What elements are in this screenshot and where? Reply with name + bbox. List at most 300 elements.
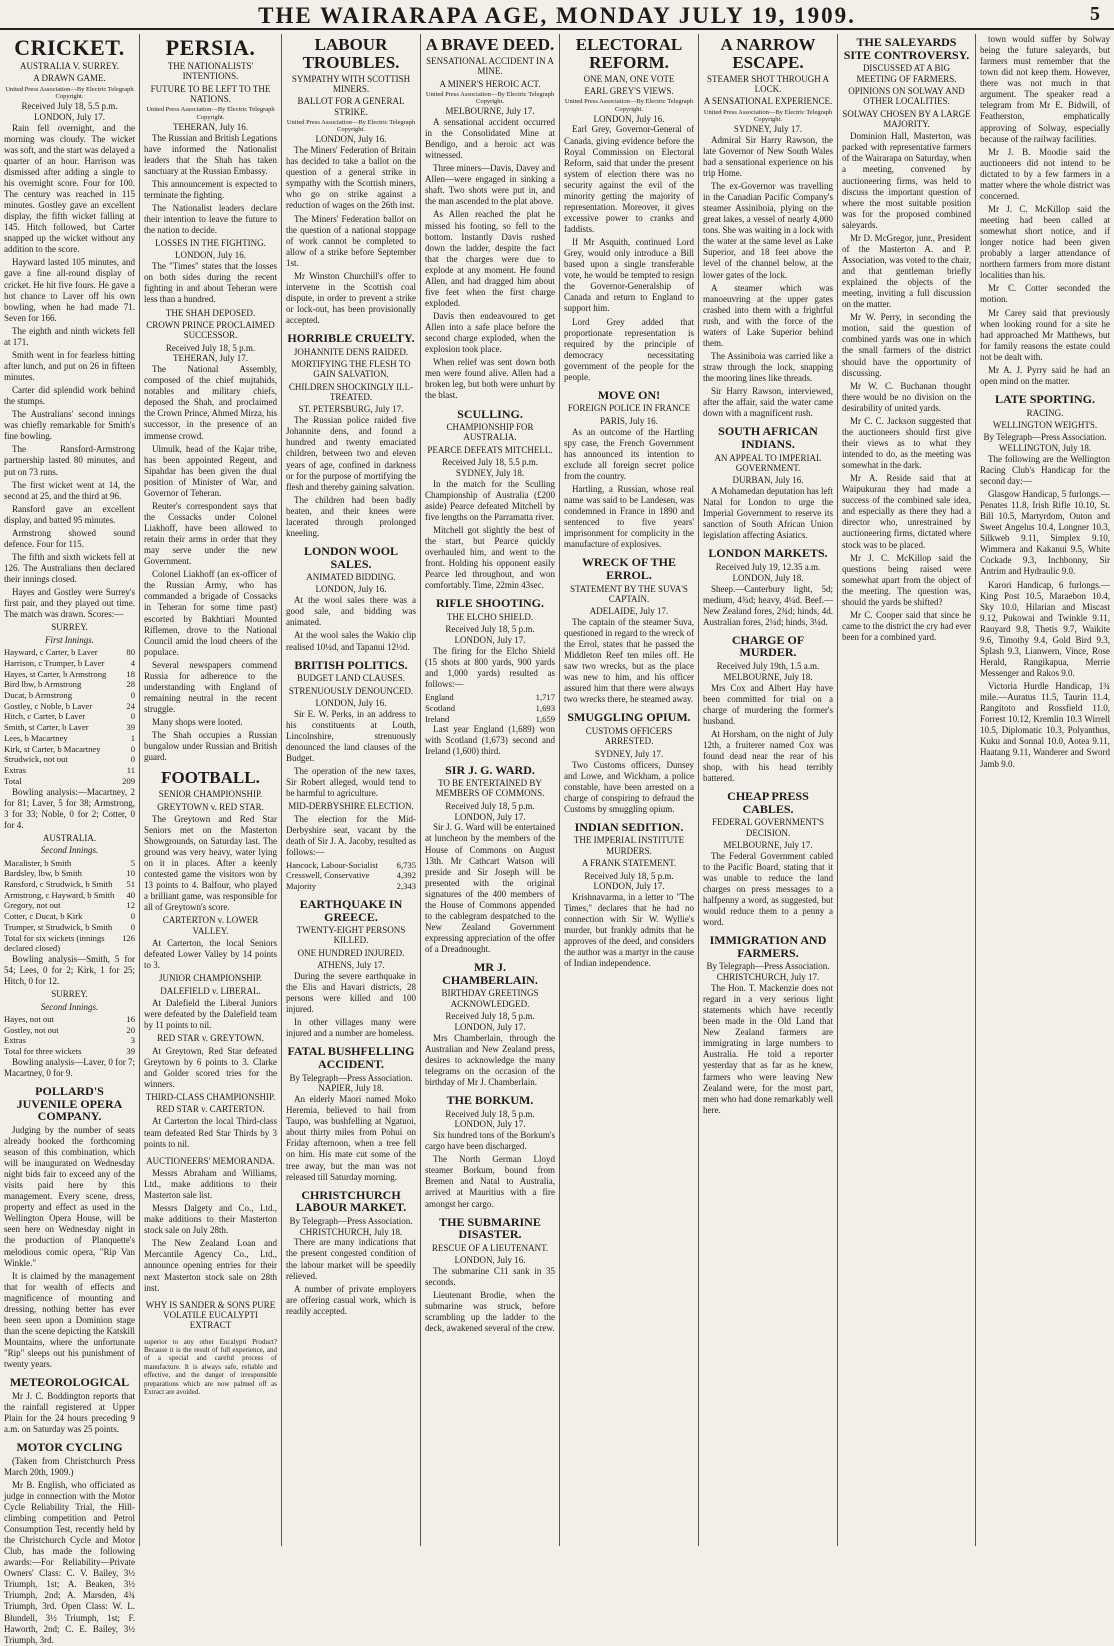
- row-value: 6,735: [396, 859, 416, 870]
- column-7: [838, 34, 976, 1546]
- row-value: 0: [130, 754, 135, 765]
- row-value: 0: [130, 689, 135, 700]
- paragraph: Mrs Cox and Albert Hay have been committed for trial on a charge of murdering the former's husband.: [703, 682, 833, 726]
- headline: A NARROW ESCAPE.: [720, 35, 816, 72]
- headline: CHRISTCHURCH LABOUR MARKET.: [295, 1187, 407, 1215]
- article-cruelty: [286, 332, 416, 539]
- match-heading: RED STAR v. GREYTOWN.: [157, 1033, 264, 1044]
- majority-value: 2,343: [396, 881, 416, 892]
- row-label: Scotland: [425, 702, 456, 713]
- election-results: [286, 860, 416, 881]
- paragraph: The Assiniboia was carried like a straw through the lock, snapping the mooring lines like threads.: [703, 350, 833, 384]
- headline: WRECK OF THE ERROL.: [581, 555, 676, 582]
- bowling-analysis: Bowling analysis:—Macartney, 2 for 81; Laver, 5 for 38; Armstrong, 3 for 33; Noble, 0 for 2; Cotter, 0 for 4.: [4, 786, 135, 830]
- subheadline: PEARCE DEFEATS MITCHELL.: [427, 444, 553, 455]
- subheadline: FOREIGN POLICE IN FRANCE: [567, 403, 691, 414]
- row-value: 0: [130, 911, 135, 922]
- paragraph: Lieutenant Brodie, when the submarine was struck, before scrambling up the ladder to the deck, awakened several of the crew.: [425, 1290, 555, 1334]
- article-labour: [286, 36, 416, 326]
- column-1: [0, 34, 140, 1645]
- subheadline: JOHANNITE DENS RAIDED.: [293, 346, 409, 357]
- paragraph: At Carterton the local Third-class team defeated Red Star Thirds by 3 points to nil.: [144, 1116, 277, 1149]
- dateline: Received July 19, 12.35 a.m. LONDON, July 18.: [715, 561, 821, 583]
- dateline: By Telegraph—Press Association. CHRISTCHURCH, July 18.: [289, 1215, 413, 1237]
- paragraph: Mrs Chamberlain, through the Australian and New Zealand press, desires to acknowledge the many telegrams on the occasion of the birthday of Mr J. Chamberlain.: [425, 1032, 555, 1087]
- subheadline: ONE MAN, ONE VOTE: [583, 73, 675, 84]
- row-value: 28: [126, 679, 135, 690]
- paragraph: A Mohamedan deputation has left Natal for London to urge the Imperial Government to reserve its sanction of South African Union legislation affecting Asiatics.: [703, 486, 833, 541]
- paragraph: Mr J. C. Boddington reports that the rainfall registered at Upper Plain for the 24 hours preceding 9 a.m. on Saturday was 25 points.: [4, 1390, 135, 1434]
- row-label: Cresswell, Conservative: [286, 870, 370, 881]
- subheadline: LOSSES IN THE FIGHTING.: [155, 238, 266, 249]
- dateline: ATHENS, July 17.: [317, 960, 385, 971]
- row-label: Gostley, not out: [4, 1024, 59, 1035]
- subheadline: THE SHAH DEPOSED.: [165, 307, 256, 318]
- row-value: 40: [126, 889, 135, 900]
- subheadline: MID-DERBYSHIRE ELECTION.: [288, 801, 414, 812]
- paragraph: Earl Grey, Governor-General of Canada, giving evidence before the Royal Commission on Electoral Reform, said that under the present system of election there was no security against the evil of the minority getting the majority of representation. Moreover, it gives excessive power to cranks and faddists.: [564, 124, 694, 235]
- paragraph: An elderly Maori named Moko Heremia, believed to hail from Taupo, was bushfelling at Ngatuoi, about thirty miles from Pohui on Friday afternoon, when a tree fell on him. His mate cut some of the tree away, but the man was not released till Saturday morning.: [286, 1094, 416, 1182]
- subheadline: CROWN PRINCE PROCLAIMED SUCCESSOR.: [146, 319, 275, 341]
- list-row: [4, 1014, 135, 1025]
- paragraph: Smith went in for fearless hitting after lunch, and put on 26 in fifteen minutes.: [4, 349, 135, 383]
- headline: BRITISH POLITICS.: [294, 657, 408, 672]
- article-borkum: [425, 1094, 555, 1210]
- paragraph: Mr A. J. Pyrry said he had an open mind on the matter.: [980, 364, 1110, 386]
- paragraph: The following are the Wellington Racing Club's Handicap for the second day:—: [980, 453, 1110, 486]
- headline: RIFLE SHOOTING.: [435, 596, 545, 611]
- article-immigration: [703, 934, 833, 1116]
- subheadline: FEDERAL GOVERNMENT'S DECISION.: [711, 817, 825, 838]
- scorecard-subheading: Second Innings.: [40, 1001, 99, 1012]
- row-label: Hayward, c Carter, b Laver: [4, 647, 98, 658]
- paragraph: Sir Harry Rawson, interviewed, after the affair, said the water came down with a magnificent rush.: [703, 386, 833, 419]
- row-value: 16: [126, 1014, 135, 1024]
- subheadline: STEAMER SHOT THROUGH A LOCK.: [707, 73, 829, 95]
- ad-text: superior to any other Eucalypti Product? Because it is the result of full experience, and of a special and careful process of manufacture. It is always safe, reliable and effective, and the danger of irresponsible preparations which are now palmed off as Extract are avoided.: [144, 1337, 277, 1397]
- paragraph: The Miners' Federation ballot on the question of a national stoppage of work cannot be completed to allow of a strike before September 1st.: [286, 213, 416, 268]
- article-football: [144, 769, 277, 1149]
- scorecard-heading: AUSTRALIA.: [42, 832, 97, 843]
- paragraph: Mr C. Cotter seconded the motion.: [980, 283, 1110, 305]
- column-5: [560, 34, 699, 1546]
- paragraph: Ulmulk, head of the Kajar tribe, has been appointed Regent, and Sipahdar has been given the dual position of Minister of War, and Governor of Teheran.: [144, 443, 277, 498]
- subheadline: A FRANK STATEMENT.: [581, 858, 677, 869]
- paragraph: The firing for the Elcho Shield (15 shots at 800 yards, 900 yards and 1,000 yards) resulted as follows:—: [425, 645, 555, 690]
- headline: A BRAVE DEED.: [425, 35, 555, 54]
- subheadline: THE ELCHO SHIELD.: [446, 611, 534, 622]
- headline: CRICKET.: [14, 35, 125, 60]
- article-meteorological: [4, 1376, 135, 1435]
- total-value: 126: [122, 932, 135, 943]
- paragraph: (Taken from Christchurch Press March 20th, 1909.): [4, 1455, 135, 1477]
- dateline: ADELAIDE, July 17.: [589, 606, 669, 617]
- paragraph: The Federal Government cabled to the Pacific Board, stating that it was unable to reduce the land charges on press messages to a halfpenny a word, as suggested, but would reduce them to a penny a word.: [703, 850, 833, 928]
- headline: AUCTIONEERS' MEMORANDA.: [146, 1155, 275, 1166]
- scorecard: [4, 858, 135, 933]
- list-row: [4, 658, 135, 669]
- paragraph: The Greytown and Red Star Seniors met on the Masterton Showgrounds, on Saturday last. The ground was very heavy, water lying on it in places. After a keenly contested game the visitors won by 13 points to 4. Balfour, who played a brilliant game, was responsible for all of Greytown's score.: [144, 813, 277, 913]
- list-row: [425, 714, 555, 725]
- list-row: [286, 860, 416, 871]
- article-persia: [144, 36, 277, 763]
- headline: LONDON WOOL SALES.: [303, 543, 399, 571]
- paragraph: Two Customs officers, Dunsey and Lowe, and Wickham, a police constable, have been arrested on a charge of conspiring to defraud the Customs by smuggling opium.: [564, 759, 694, 814]
- row-label: Trumper, st Strudwick, b Smith: [4, 921, 113, 932]
- subheadline: THIRD-CLASS CHAMPIONSHIP.: [145, 1091, 276, 1102]
- dateline: LONDON, July 16.: [315, 697, 387, 708]
- paragraph: Krishnavarma, in a letter to "The Times," declares that he had no connection with Sir W. Wyllie's murder, but frankly admits that he approves of the deed, and considers the author was a martyr in the cause of Indian independence.: [564, 892, 694, 969]
- list-row: [4, 722, 135, 733]
- row-value: 20: [126, 1024, 135, 1035]
- list-row: [4, 1025, 135, 1036]
- paragraph: Sir E. W. Perks, in an address to his constituents at Louth, Lincolnshire, strenuously denounced the land clauses of the Budget.: [286, 708, 416, 763]
- paragraph: Mr W. C. Buchanan thought there would be no division on the desirability of united yards.: [842, 380, 971, 413]
- dateline: Received July 18, 5 p.m. LONDON, July 17.: [445, 800, 535, 822]
- article-brave-deed: [425, 36, 555, 402]
- article-bushfelling: [286, 1045, 416, 1182]
- subheadline: TWENTY-EIGHT PERSONS KILLED.: [296, 925, 406, 946]
- dateline: TEHERAN, July 16.: [173, 121, 248, 132]
- article-smuggling: [564, 711, 694, 814]
- article-late-sporting: [980, 393, 1110, 770]
- subheadline: A DRAWN GAME.: [33, 73, 106, 84]
- wire-credit: United Press Association—By Electric Telegraph Copyright.: [5, 85, 134, 100]
- bowling-analysis: Bowling analysis—Laver, 0 for 7; Macartney, 0 for 9.: [4, 1056, 135, 1078]
- scorecard-heading: SURREY.: [51, 989, 88, 1000]
- subheadline: STRENUOUSLY DENOUNCED.: [288, 685, 414, 696]
- dateline: LONDON, July 16.: [315, 134, 387, 145]
- dateline: MELBOURNE, July 17.: [445, 106, 535, 117]
- row-label: Hayes, st Carter, b Armstrong: [4, 668, 107, 679]
- dateline: SYDNEY, July 17.: [733, 124, 803, 134]
- row-value: 4: [130, 657, 135, 668]
- paragraph: The submarine C11 sank in 35 seconds.: [425, 1265, 555, 1287]
- paragraph: In the match for the Sculling Championship of Australia (£200 aside) Pearce defeated Mitchell by five lengths on the Parramatta river.: [425, 478, 555, 522]
- scorecard-total: [4, 1046, 135, 1057]
- subheadline: WELLINGTON WEIGHTS.: [992, 419, 1098, 430]
- subheadline: CUSTOMS OFFICERS ARRESTED.: [585, 726, 673, 747]
- paragraph: There are many indications that the present congested condition of the labour market will be speedily relieved.: [286, 1237, 416, 1281]
- dateline: Received July 18, 5 p.m. LONDON, July 17.: [445, 1011, 535, 1032]
- wire-credit: United Press Association—By Electric Telegraph Copyright.: [564, 98, 694, 113]
- article-indian-sedition: [564, 821, 694, 970]
- race-weights: Glasgow Handicap, 5 furlongs.—Penates 11.8, Irish Rifle 10.10, St. Bill 10.5, Martyrdom, Outon and Sweet Angelus 10.4, Longner 10.3, Silkweb 9.11, Simplex 9.10, Wimmera and Kakanui 9.5, White Cockade 9.3, Inchbonny, Sir Antrim and Hydraulic 9.0.: [980, 489, 1110, 577]
- paragraph: Many shops were looted.: [152, 717, 243, 728]
- scorecard-subheading: First Innings.: [44, 634, 94, 645]
- dateline: Received July 18, 5 p.m. LONDON, July 17.: [584, 870, 674, 892]
- headline: THE BORKUM.: [446, 1092, 534, 1107]
- scorecard-subheading: Second Innings.: [40, 845, 99, 856]
- list-row: [4, 669, 135, 680]
- paragraph: The Nationalist leaders declare their intention to leave the future to the nation to decide.: [144, 202, 277, 236]
- column-6: [699, 34, 838, 1546]
- headline: HORRIBLE CRUELTY.: [287, 331, 415, 346]
- subheadline: OPINIONS ON SOLWAY AND OTHER LOCALITIES.: [848, 85, 965, 107]
- match-heading: RED STAR v. CARTERTON.: [156, 1104, 265, 1115]
- list-row: [286, 870, 416, 881]
- headline: LONDON MARKETS.: [708, 546, 828, 561]
- row-value: 12: [126, 900, 135, 911]
- paragraph: The Russian and British Legations have informed the Nationalist leaders that the Shah has taken sanctuary at the Russian Embassy.: [144, 132, 277, 176]
- list-row: [4, 765, 135, 776]
- row-value: 1,693: [535, 702, 555, 713]
- article-cheap-press-cables: [703, 790, 833, 928]
- subheadline: SOLWAY CHOSEN BY A LARGE MAJORITY.: [842, 108, 971, 129]
- total-label: Total: [4, 775, 22, 786]
- bowling-analysis: Bowling analysis—Smith, 5 for 54; Lees, 0 for 2; Kirk, 1 for 25; Hitch, 0 for 12.: [4, 954, 135, 987]
- headline: MOVE ON!: [597, 387, 661, 402]
- article-charge-of-murder: [703, 634, 833, 784]
- paragraph: At Horsham, on the night of July 12th, a fruiterer named Cox was found dead near the rear of his shop, with his head terribly battered.: [703, 728, 833, 784]
- article-sculling: [425, 408, 555, 592]
- row-label: England: [425, 692, 454, 703]
- subheadline: STATEMENT BY THE SUVA'S CAPTAIN.: [570, 583, 688, 604]
- paragraph: A number of private employers are offering casual work, which is readily accepted.: [286, 1283, 416, 1316]
- headline: SOUTH AFRICAN INDIANS.: [718, 424, 818, 451]
- paragraph: As an outcome of the Hartling spy case, the French Government has announced its intention to exclude all foreign secret police from the country.: [564, 426, 694, 481]
- dateline: LONDON, July 16.: [454, 1255, 526, 1266]
- dateline: PARIS, July 16.: [600, 415, 658, 426]
- subheadline: MORTIFYING THE FLESH TO GAIN SALVATION.: [291, 359, 411, 380]
- paragraph: Mr D. McGregor, junr., President of the Masterton A. and P. Association, was voted to the chair, and that gentleman briefly explained the objects of the meeting, inviting a full discussion on the matter.: [842, 232, 971, 310]
- scorecard-total: [4, 776, 135, 787]
- paragraph: If Mr Asquith, continued Lord Grey, would only introduce a Bill based upon a single transferable vote, he would be tempted to resign the Governor-Generalship of Canada and return to England to support him.: [564, 237, 694, 314]
- article-earthquake: [286, 898, 416, 1039]
- paragraph: The Ransford-Armstrong partnership lasted 80 minutes, and put on 73 runs.: [4, 444, 135, 477]
- article-move-on: [564, 389, 694, 550]
- paragraph: At Carterton, the local Seniors defeated Lower Valley by 14 points to 3.: [144, 938, 277, 971]
- subheadline: TO BE ENTERTAINED BY MEMBERS OF COMMONS.: [435, 778, 545, 799]
- paragraph: The Miners' Federation of Britain has decided to take a ballot on the question of a general strike in sympathy with the Scottish miners, who go on strike against a reduction of wages on the 26th inst.: [286, 145, 416, 211]
- row-value: 1,717: [535, 692, 555, 703]
- row-value: 51: [126, 878, 135, 889]
- headline: INDIAN SEDITION.: [574, 819, 684, 834]
- article-submarine: [425, 1216, 555, 1335]
- paragraph: A sensational accident occurred in the Consolidated Mine at Bendigo, and a heroic act was witnessed.: [425, 116, 555, 161]
- paragraph: Mr C. Cooper said that since he came to the district the cry had ever been for a combined yard.: [842, 609, 971, 642]
- row-label: Ireland: [425, 713, 450, 724]
- paragraph: At the wool sales the Wakio clip realised 10¼d, and Tapanui 12½d.: [286, 630, 416, 652]
- dateline: ST. PETERSBURG, July 17.: [298, 404, 404, 415]
- subheadline: SENIOR CHAMPIONSHIP.: [158, 789, 263, 800]
- headline: PERSIA.: [165, 35, 256, 60]
- headline: CHARGE OF MURDER.: [731, 632, 805, 660]
- dateline: SYDNEY, July 17.: [594, 748, 664, 759]
- row-label: Hayes, not out: [4, 1014, 54, 1024]
- row-label: Hitch, c Carter, b Laver: [4, 711, 86, 722]
- row-label: Macalister, b Smith: [4, 857, 72, 868]
- paragraph: Sir J. G. Ward will be entertained at luncheon by the members of the House of Commons on August 13th. Mr Cathcart Watson will preside and Sir Joseph will be presented with the original signatures of the 400 members of the House of Commons appended to the cablegram despatched to the New Zealand Government expressing appreciation of the offer of a Dreadnought.: [425, 822, 555, 955]
- row-label: Armstrong, c Hayward, b Smith: [4, 889, 115, 900]
- row-value: 24: [126, 700, 135, 711]
- subheadline: EARL GREY'S VIEWS.: [584, 86, 674, 97]
- article-british-politics: [286, 659, 416, 892]
- row-label: Cotter, c Ducat, b Kirk: [4, 911, 83, 922]
- paragraph: The first wicket went at 14, the second at 25, and the third at 96.: [4, 479, 135, 501]
- list-row: [4, 922, 135, 933]
- paragraph: Several newspapers commend Russia for adherence to the understanding with England of remaining neutral in the recent struggle.: [144, 659, 277, 714]
- article-narrow-escape: [703, 36, 833, 419]
- dateline: By Telegraph—Press Association. CHRISTCHURCH, July 17.: [706, 961, 830, 983]
- wire-credit: United Press Association—By Electric Telegraph Copyright.: [703, 108, 833, 123]
- subheadline: AUSTRALIA V. SURREY.: [19, 61, 120, 72]
- headline: SMUGGLING OPIUM.: [567, 710, 691, 725]
- column-3: [282, 34, 421, 1546]
- row-value: 1,659: [535, 713, 555, 724]
- paragraph: Lord Grey added that proportionate representation is required by the principle of democracy necessitating government of the people for the people.: [564, 316, 694, 382]
- paragraph: Mr J. C. McKillop said the questions being raised were somewhat apart from the object of the meeting. The question was, should the yards be shifted?: [842, 552, 971, 607]
- subheadline: A SENSATIONAL EXPERIENCE.: [703, 96, 833, 107]
- dateline: Received July 18, 5 p.m. TEHERAN, July 17.: [165, 342, 256, 364]
- row-value: 5: [130, 857, 135, 868]
- paragraph: At Greytown, Red Star defeated Greytown by 6 points to 3. Clarke and Golder scored tries for the winners.: [144, 1045, 277, 1089]
- subheadline: RESCUE OF A LIEUTENANT.: [431, 1242, 549, 1253]
- row-value: 11: [126, 765, 135, 776]
- scorecard-heading: SURREY.: [51, 622, 88, 633]
- headline: FOOTBALL.: [161, 768, 260, 788]
- dateline: LONDON, July 16.: [593, 113, 665, 124]
- paragraph: The National Assembly, composed of the chief mujtahids, notables and military chiefs, deposed the Shah, and proclaimed the Crown Prince, Ahmed Mirza, his successor, in the presence of an immense crowd.: [144, 364, 277, 441]
- paragraph: The captain of the steamer Suva, questioned in regard to the wreck of the Errol, states that he passed the Middleton Reef ten miles off. He saw two wrecks, but as the place was new to him, and his officer assured him that there were always two wrecks there, he steamed away.: [564, 616, 694, 705]
- paragraph: Hayward lasted 105 minutes, and gave a fine all-round display of cricket. He hit five fours. He gave a hot chance to Laver off his own bowling, when he had made 71. Seven for 166.: [4, 257, 135, 323]
- row-label: Bird lbw, b Armstrong: [4, 679, 82, 690]
- paragraph: The children had been badly beaten, and their knees were lacerated through prolonged kneeling.: [286, 494, 416, 538]
- dateline: Received July 19th, 1.5 a.m. MELBOURNE, July 18.: [716, 660, 820, 682]
- paragraph: Last year England (1,689) won with Scotland (1,673) second and Ireland (1,600) third.: [425, 724, 555, 757]
- subheadline: SENSATIONAL ACCIDENT IN A MINE.: [426, 55, 554, 77]
- paragraph: Mitchell got slightly the best of the start, but Pearce quickly overhauled him, and went to the front. Holding his opponent easily Pearce led throughout, and won comfortably. Time, 22min 43sec.: [425, 524, 555, 591]
- paragraph: Hartling, a Russian, whose real name was said to be Landesen, was condemned in France in 1890 and sentenced to five years' imprisonment for complicity in the manufacture of explosives.: [564, 483, 694, 550]
- list-row: [4, 679, 135, 690]
- paragraph: Judging by the number of seats already booked the forthcoming season of this combination, which will be inaugurated on Wednesday night bids fair to exceed any of the visits paid here by this management. Every scene, dress, property and effect as used in the Wellington Opera House, will be seen here on Wednesday night in the production of Planquette's melodious comic opera, "Rip Van Winkle.": [4, 1124, 135, 1268]
- headline: LABOUR TROUBLES.: [302, 35, 400, 72]
- paragraph: Mr B. English, who officiated as judge in connection with the Motor Cycle Reliability Trial, the Hill-climbing competition and Petrol Consumption Test, recently held by the Christchurch Cycle and Motor Club, has made the following awards:—For Reliability—Private Owners' Class: C. V. Bailey, 3½ Triumph, 1st; A. Beaken, 3½ Triumph, 2nd; A. Marsden, 4¾ Triumph, 3rd. Open Class: W. L. Blundell, 3½ Triumph, 1st; F. Haworth, 2nd; C. E. Bailey, 3½ Triumph, 3rd.: [4, 1479, 135, 1645]
- paragraph: This announcement is expected to terminate the fighting.: [144, 178, 277, 200]
- article-auctioneers: [144, 1156, 277, 1294]
- paragraph: Mr J. B. Moodie said the auctioneers did not intend to be dictated to by a few farmers in a matter where the whole district was concerned.: [980, 146, 1110, 201]
- paragraph: Admiral Sir Harry Rawson, the late Governor of New South Wales had a sensational experience on his trip Home.: [703, 134, 833, 178]
- list-row: [4, 858, 135, 869]
- dateline: Received July 18, 5.5 p.m. LONDON, July 17.: [21, 101, 118, 122]
- total-value: 209: [122, 775, 135, 786]
- row-label: Extras: [4, 1035, 26, 1046]
- headline: SIR J. G. WARD.: [445, 762, 535, 777]
- paragraph: The Hon. T. Mackenzie does not regard in a very serious light statements which have recently been made in the Old Land that New Zealand farmers are immigrating in large numbers to Australia. He told a reporter yesterday that as far as he knew, farmers who were leaving New Zealand were, for the most part, men who had done remarkably well here.: [703, 983, 833, 1115]
- article-wool-sales: [286, 545, 416, 653]
- paragraph: Mr A. Reside said that at Waipukurau they had made a success of the combined sale idea, and especially as there they had a director who, unrestrained by auctioneering firms, dictated where stock was to be placed.: [842, 473, 971, 550]
- row-label: Ransford, c Strudwick, b Smith: [4, 878, 113, 889]
- paragraph: Colonel Liakhoff (an ex-officer of the Russian Army, who has commanded a brigade of Cossacks in Teheran for some time past) escorted by Bakhtiari Mounted Riflemen, drove to the National Council amid the loud cheers of the populace.: [144, 569, 277, 657]
- dateline: Received July 18, 5 p.m. LONDON, July 17.: [445, 1108, 535, 1130]
- paragraph: As Allen reached the plat he missed his footing, so fell to the bottom. Instantly Davis rushed down the ladder, despite the fact that the charges were due to explode at any moment. He found Allen, and had dragged him about five feet when the first charge exploded.: [425, 209, 555, 308]
- subheadline: SYMPATHY WITH SCOTTISH MINERS.: [291, 73, 411, 95]
- article-christchurch-labour: [286, 1189, 416, 1317]
- ad-headline: WHY IS SANDER & SONS PURE VOLATILE EUCALYPTI EXTRACT: [145, 1299, 276, 1331]
- column-4: [421, 34, 560, 1546]
- headline: FATAL BUSHFELLING ACCIDENT.: [287, 1044, 415, 1071]
- list-row: [4, 890, 135, 901]
- subheadline: JUNIOR CHAMPIONSHIP.: [158, 973, 263, 984]
- dateline: MELBOURNE, July 17.: [723, 840, 813, 850]
- row-label: Gostley, c Noble, b Laver: [4, 700, 93, 711]
- list-row: [4, 744, 135, 755]
- list-row: [4, 754, 135, 765]
- paragraph: The "Times" states that the losses on both sides during the recent fighting in and about Teheran were less than a hundred.: [144, 261, 277, 305]
- subheadline: A MINER'S HEROIC ACT.: [439, 78, 541, 89]
- paragraph: Three miners—Davis, Davey and Allen—were engaged in sinking a shaft. Two shots were put in, and the man ascended to the plat above.: [425, 163, 555, 207]
- headline: MOTOR CYCLING: [16, 1440, 123, 1455]
- total-label: Total for six wickets (innings declared closed): [4, 932, 105, 954]
- row-value: 1: [130, 732, 135, 743]
- election-majority: [286, 881, 416, 892]
- headline: METEOROLOGICAL: [9, 1375, 130, 1390]
- list-row: [425, 703, 555, 714]
- paragraph: Six hundred tons of the Borkum's cargo have been discharged.: [425, 1130, 555, 1152]
- headline: SCULLING.: [457, 406, 523, 421]
- subheadline: DISCUSSED AT A BIG MEETING OF FARMERS.: [856, 63, 957, 84]
- headline: POLLARD'S JUVENILE OPERA COMPANY.: [16, 1084, 123, 1124]
- paragraph: Mr Winston Churchill's offer to intervene in the Scottish coal dispute, in order to prevent a strike or lock-out, has been provisionally accepted.: [286, 270, 416, 326]
- dateline: LONDON, July 16.: [175, 250, 246, 261]
- headline: EARTHQUAKE IN GREECE.: [299, 896, 403, 924]
- article-motor-cycling: [4, 1441, 135, 1646]
- paragraph: During the severe earthquake in the Elis and Havari districts, 28 persons were killed and 100 injured.: [286, 970, 416, 1015]
- paragraph: Messrs Abraham and Williams, Ltd., make additions to their Masterton sale list.: [144, 1167, 277, 1201]
- paragraph: Dominion Hall, Masterton, was packed with representative farmers of the Wairarapa on Saturday, when a meeting, convened by auctioneering firms, was held to discuss the important question of where the most suitable position was for the proposed combined saleyards.: [842, 131, 971, 230]
- subheadline: BIRTHDAY GREETINGS ACKNOWLEDGED.: [441, 988, 539, 1009]
- scorecard: [4, 1014, 135, 1046]
- row-value: 0: [130, 711, 135, 722]
- total-value: 39: [126, 1046, 135, 1057]
- dateline: LONDON, July 16.: [315, 584, 387, 595]
- paragraph: Rain fell overnight, and the morning was cloudy. The wicket was soft, and the start was delayed a quarter of an hour. Harrison was dismissed after adding a single to his overnight score. Four for 100. The century was reached in 115 minutes. Gostley gave an excellent display, the fifth wicket falling at 145. Hitch followed, but Carter snapped up the wicket without any addition to the score.: [4, 122, 135, 255]
- row-label: Gregory, not out: [4, 900, 61, 911]
- row-value: 10: [126, 868, 135, 879]
- row-value: 3: [130, 1035, 135, 1046]
- paragraph: The Australians' second innings was chiefly remarkable for Smith's fine bowling.: [4, 409, 135, 442]
- paragraph: The fifth and sixth wickets fell at 126. The Australians then declared their innings closed.: [4, 551, 135, 585]
- headline: IMMIGRATION AND FARMERS.: [709, 933, 827, 960]
- paragraph: Sheep.—Canterbury light, 5d; medium, 4¾d; heavy, 4¼d. Beef.—New Zealand fores, 2¾d; hinds, 4d. Australian fores, 2¼d; hinds, 3¼d.: [703, 583, 833, 627]
- subheadline: AN APPEAL TO IMPERIAL GOVERNMENT.: [714, 452, 822, 473]
- wire-credit: United Press Association—By Electric Telegraph Copyright.: [146, 106, 275, 121]
- subheadline: THE NATIONALISTS' INTENTIONS.: [167, 61, 254, 82]
- subheadline: RACING.: [1026, 407, 1064, 418]
- race-weights: Karori Handicap, 6 furlongs.—King Post 10.5, Maraebon 10.4, Sky 10.0, Hilarian and Miscast 9.12, Pukowai and Twinkle 9.11, Rauyard 9.8, Thetis 9.7, Waikite 9.6, Timothy 9.4, Gold Bird 9.3, Splash 9.3, Lianwern, Vince, Rose Herald, Rangikapua, Merrie Messenger and Rakos 9.0.: [980, 579, 1110, 678]
- list-row: [4, 733, 135, 744]
- paragraph: When relief was sent down both men were found alive. Allen had a broken leg, but both were unhurt by the blast.: [425, 357, 555, 401]
- dateline: Received July 18, 5 p.m. LONDON, July 17.: [445, 624, 535, 646]
- row-value: 0: [130, 743, 135, 754]
- list-row: [4, 900, 135, 911]
- paragraph: The election for the Mid-Derbyshire seat, vacant by the death of Sir J. A. Jacoby, resulted as follows:—: [286, 813, 416, 857]
- article-saleyards: [842, 36, 971, 643]
- match-heading: GREYTOWN v. RED STAR.: [157, 801, 264, 812]
- list-row: [4, 647, 135, 658]
- subheadline: CHAMPIONSHIP FOR AUSTRALIA.: [446, 422, 534, 443]
- headline: LATE SPORTING.: [994, 391, 1096, 406]
- headline: ELECTORAL REFORM.: [575, 35, 683, 72]
- page-number: 5: [1090, 3, 1100, 25]
- subheadline: BALLOT FOR A GENERAL STRIKE.: [297, 96, 405, 117]
- article-rifle-shooting: [425, 597, 555, 757]
- paragraph: The Shah occupies a Russian bungalow under Russian and British guard.: [144, 730, 277, 763]
- paragraph: The ex-Governor was travelling in the Canadian Pacific Company's steamer Assiniboia, plying on the great lakes, a vessel of nearly 4,000 tons. She was waiting in a lock with the water at the same level as Lake Superior, and 18 feet above the level of the channel below, at the lower gates of the lock.: [703, 181, 833, 280]
- paragraph: Mr J. C. McKillop said the meeting had been called at somewhat short notice, and if longer notice had been given probably a larger attendance of northern farmers from more distant localities than his.: [980, 203, 1110, 281]
- paragraph: A steamer which was manoeuvring at the upper gates crashed into them with a frightful rush, and with the force of the waters of Lake Superior behind them.: [703, 282, 833, 348]
- article-chamberlain: [425, 961, 555, 1088]
